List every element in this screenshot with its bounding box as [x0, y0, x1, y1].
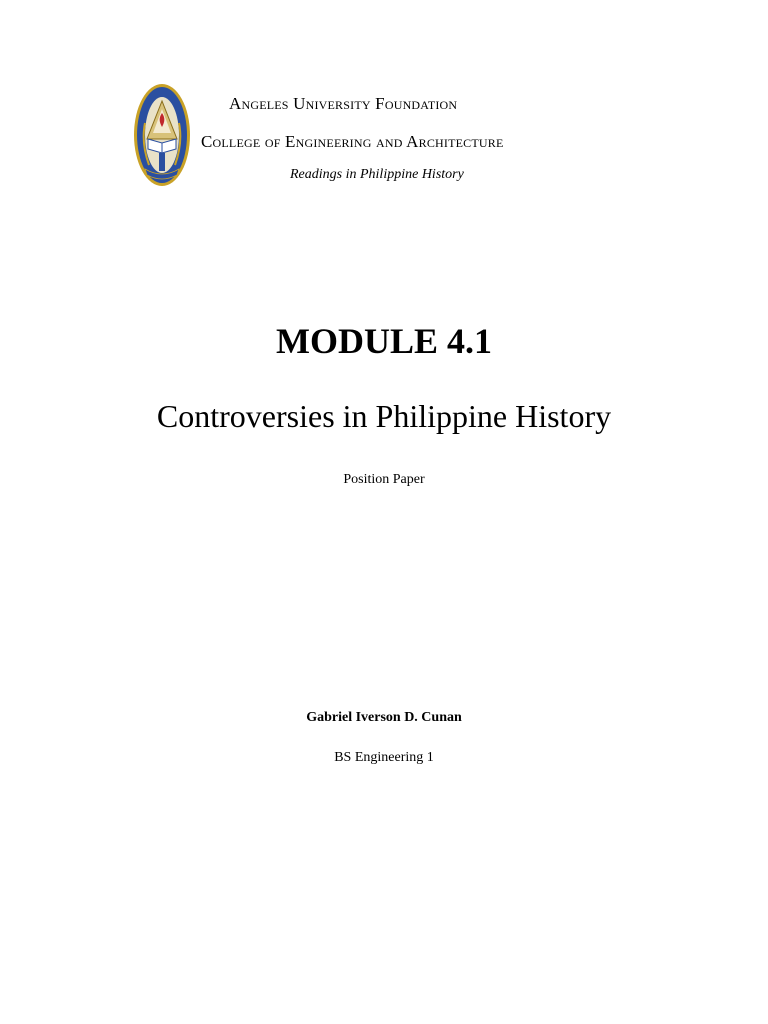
module-heading: MODULE 4.1	[276, 321, 492, 361]
university-name: Angeles University Foundation	[229, 94, 458, 113]
university-seal-icon	[133, 83, 191, 187]
author-name: Gabriel Iverson D. Cunan	[306, 710, 462, 725]
author-program: BS Engineering 1	[334, 750, 434, 765]
paper-type: Position Paper	[343, 472, 425, 487]
paper-title: Controversies in Philippine History	[156, 398, 612, 434]
college-name: College of Engineering and Architecture	[201, 132, 504, 151]
course-name: Readings in Philippine History	[290, 167, 464, 182]
